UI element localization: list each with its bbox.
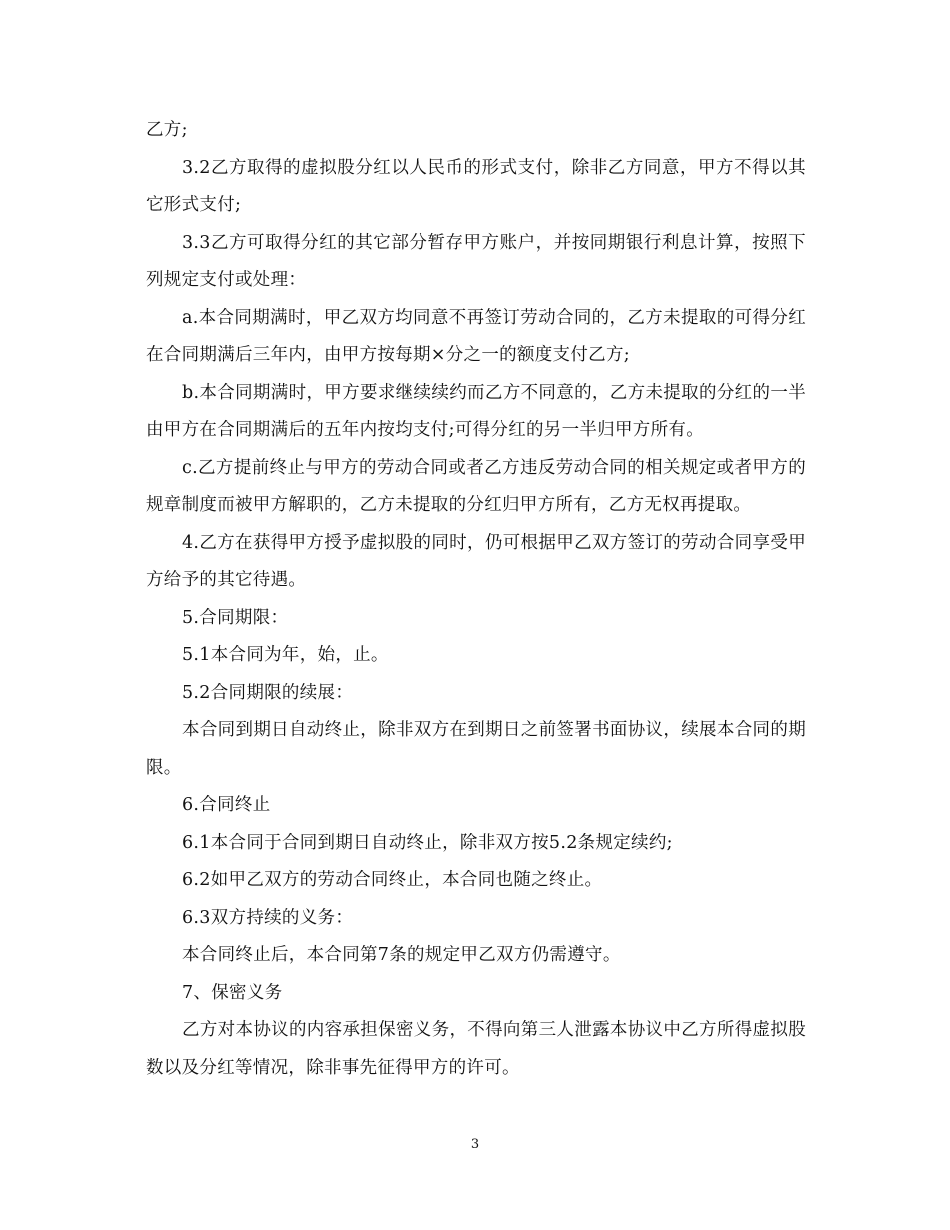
section-heading: 5.合同期限： — [182, 607, 289, 628]
paragraph: 本合同终止后，本合同第7条的规定甲乙双方仍需遵守。 — [182, 945, 621, 965]
paragraph: b.本合同期满时，甲方要求继续续约而乙方不同意的，乙方未提取的分红的一半由甲方在合同期满后的五年内按均支付;可得分红的另一半归甲方所有。 — [146, 382, 806, 440]
paragraph: 3.3乙方可取得分红的其它部分暂存甲方账户，并按同期银行利息计算，按照下列规定支付或处理： — [146, 232, 806, 290]
paragraph: 6.3双方持续的义务： — [182, 907, 354, 928]
paragraph: 5.1本合同为年，始，止。 — [182, 645, 389, 665]
paragraph: c.乙方提前终止与甲方的劳动合同或者乙方违反劳动合同的相关规定或者甲方的规章制度而被甲方解职的，乙方未提取的分红归甲方所有，乙方无权再提取。 — [146, 457, 806, 515]
section-heading: 6.合同终止 — [182, 795, 271, 815]
paragraph: 3.2乙方取得的虚拟股分红以人民币的形式支付，除非乙方同意，甲方不得以其它形式支付; — [146, 157, 806, 215]
page-number: 3 — [470, 1137, 480, 1152]
paragraph: 本合同到期日自动终止，除非双方在到期日之前签署书面协议，续展本合同的期限。 — [146, 720, 806, 778]
paragraph: 乙方对本协议的内容承担保密义务，不得向第三人泄露本协议中乙方所得虚拟股数以及分红等情况，除非事先征得甲方的许可。 — [146, 1020, 806, 1078]
section-heading: 7、保密义务 — [182, 982, 283, 1003]
paragraph: 6.2如甲乙双方的劳动合同终止，本合同也随之终止。 — [182, 870, 603, 890]
paragraph: 4.乙方在获得甲方授予虚拟股的同时，仍可根据甲乙双方签订的劳动合同享受甲方给予的其它待遇。 — [146, 532, 806, 590]
paragraph: 5.2合同期限的续展： — [182, 682, 354, 703]
document-body — [146, 112, 806, 1087]
paragraph: a.本合同期满时，甲乙双方均同意不再签订劳动合同的，乙方未提取的可得分红在合同期满后三年内，由甲方按每期×分之一的额度支付乙方; — [146, 307, 806, 365]
paragraph: 乙方; — [146, 120, 188, 140]
paragraph: 6.1本合同于合同到期日自动终止，除非双方按5.2条规定续约; — [182, 832, 673, 853]
